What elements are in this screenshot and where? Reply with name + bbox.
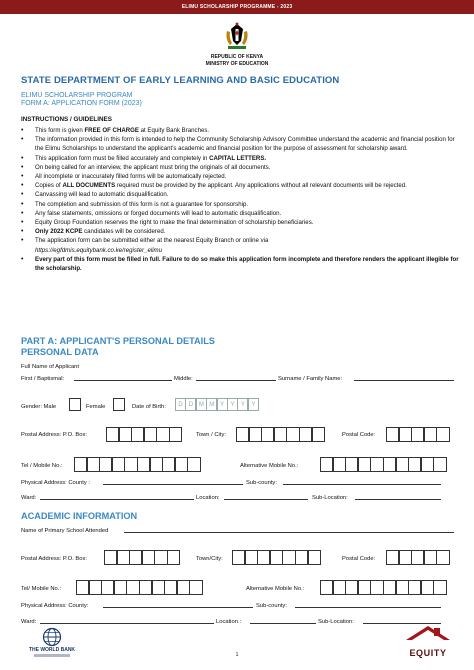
input-box-cell[interactable]: [333, 457, 346, 472]
school-po-box-boxes[interactable]: [104, 550, 180, 565]
input-box-cell[interactable]: [131, 427, 144, 442]
school-alt-mobile-boxes[interactable]: [320, 580, 446, 595]
school-physical-label: Physical Address: County:: [21, 603, 89, 609]
school-field[interactable]: [124, 532, 454, 533]
po-box-boxes[interactable]: [106, 427, 182, 442]
male-checkbox[interactable]: [69, 398, 81, 411]
dob-cell[interactable]: Y: [248, 398, 259, 411]
instruction-item: • This form is given FREE OF CHARGE at Equity Bank Branches.: [21, 126, 461, 135]
school-location-label: Location :: [216, 619, 242, 625]
department-title: STATE DEPARTMENT OF EARLY LEARNING AND BASIC EDUCATION: [21, 75, 340, 86]
input-box-cell[interactable]: [370, 580, 383, 595]
input-box-cell[interactable]: [421, 580, 434, 595]
subcounty-field[interactable]: [283, 484, 441, 485]
dob-cell[interactable]: M: [206, 398, 217, 411]
part-a-title: PART A: APPLICANT'S PERSONAL DETAILS: [21, 336, 215, 346]
input-box-cell[interactable]: [87, 457, 100, 472]
input-box-cell[interactable]: [396, 457, 409, 472]
ward-field[interactable]: [40, 499, 194, 500]
input-box-cell[interactable]: [370, 457, 383, 472]
school-sublocation-label: Sub-Location:: [318, 619, 354, 625]
postal-address-label: Postal Address: P.O. Box:: [21, 432, 87, 438]
instruction-item: • Any false statements, omissions or forged documents will lead to automatic disqualification.: [21, 209, 461, 218]
school-label: Name of Primary School Attended: [21, 528, 109, 534]
equity-roof-icon: [404, 624, 452, 646]
school-tel-boxes[interactable]: [76, 580, 202, 595]
county-field[interactable]: [103, 484, 243, 485]
input-box-cell[interactable]: [386, 550, 399, 565]
input-box-cell[interactable]: [119, 427, 132, 442]
input-box-cell[interactable]: [345, 580, 358, 595]
input-box-cell[interactable]: [232, 550, 245, 565]
instruction-item: • Every part of this form must be filled in full. Failure to do so make this application form incomplete and therefore renders the applicant illegible for the scholarship.: [21, 255, 461, 273]
input-box-cell[interactable]: [408, 457, 421, 472]
dob-cell[interactable]: Y: [217, 398, 228, 411]
input-box-cell[interactable]: [383, 457, 396, 472]
tel-boxes[interactable]: [74, 457, 200, 472]
input-box-cell[interactable]: [286, 427, 299, 442]
instruction-item: • The information provided in this form is intended to help the Community Scholarship Advisory Committee understand the academic and financial position for the Elimu Scholarships to understand the applicant's academic and financial position for the purpose of assessment for scholarship award.: [21, 135, 461, 153]
instruction-item: • Canvassing will lead to automatic disqualification.: [21, 190, 461, 199]
input-box-cell[interactable]: [308, 550, 321, 565]
sublocation-field[interactable]: [355, 499, 441, 500]
ministry-label: MINISTRY OF EDUCATION: [205, 60, 269, 67]
input-box-cell[interactable]: [383, 580, 396, 595]
input-box-cell[interactable]: [117, 550, 130, 565]
input-box-cell[interactable]: [424, 427, 437, 442]
input-box-cell[interactable]: [124, 457, 137, 472]
middle-name-label: Middle:: [174, 376, 193, 382]
input-box-cell[interactable]: [399, 550, 412, 565]
input-box-cell[interactable]: [436, 550, 449, 565]
town-boxes[interactable]: [236, 427, 324, 442]
registration-link[interactable]: https://egfdmis.equitybank.co.ke/register_elimu: [35, 246, 163, 254]
input-box-cell[interactable]: [320, 580, 333, 595]
input-box-cell[interactable]: [187, 457, 200, 472]
input-box-cell[interactable]: [101, 580, 114, 595]
input-box-cell[interactable]: [167, 550, 180, 565]
input-box-cell[interactable]: [274, 427, 287, 442]
surname-label: Surname / Family Name:: [278, 376, 343, 382]
tel-label: Tel / Mobile No.:: [21, 463, 63, 469]
top-banner: ELIMU SCHOLARSHIP PROGRAMME - 2023: [0, 0, 474, 14]
input-box-cell[interactable]: [345, 457, 358, 472]
alt-mobile-label: Alternative Mobile No.:: [240, 463, 299, 469]
school-ward-field[interactable]: [40, 623, 214, 624]
input-box-cell[interactable]: [421, 457, 434, 472]
input-box-cell[interactable]: [236, 427, 249, 442]
input-box-cell[interactable]: [137, 457, 150, 472]
input-box-cell[interactable]: [144, 427, 157, 442]
input-box-cell[interactable]: [142, 550, 155, 565]
equity-label: EQUITY: [409, 648, 447, 658]
input-box-cell[interactable]: [126, 580, 139, 595]
instruction-item: • On being called for an interview, the applicant must bring the originals of all documents.: [21, 163, 461, 172]
dob-cell[interactable]: D: [175, 398, 186, 411]
input-box-cell[interactable]: [424, 550, 437, 565]
school-county-field[interactable]: [103, 607, 253, 608]
school-town-boxes[interactable]: [232, 550, 320, 565]
instructions-list: [21, 126, 461, 273]
ward-label: Ward:: [21, 495, 37, 501]
physical-address-label: Physical Address: County :: [21, 480, 90, 486]
dob-label: Date of Birth:: [132, 404, 166, 410]
input-box-cell[interactable]: [312, 427, 325, 442]
part-a-heading: [21, 336, 215, 358]
input-box-cell[interactable]: [169, 427, 182, 442]
input-box-cell[interactable]: [358, 457, 371, 472]
female-label: Female: [86, 404, 106, 410]
middle-name-field[interactable]: [196, 380, 276, 381]
input-box-cell[interactable]: [433, 457, 446, 472]
instruction-item: • The completion and submission of this form is not a guarantee for sponsorship.: [21, 200, 461, 209]
school-subcounty-label: Sub-county:: [256, 603, 287, 609]
input-box-cell[interactable]: [129, 550, 142, 565]
sublocation-label: Sub-Location:: [312, 495, 348, 501]
input-box-cell[interactable]: [150, 457, 163, 472]
input-box-cell[interactable]: [270, 550, 283, 565]
input-box-cell[interactable]: [261, 427, 274, 442]
input-box-cell[interactable]: [112, 457, 125, 472]
dob-cell[interactable]: M: [196, 398, 207, 411]
school-tel-label: Tel/ Mobile No.:: [21, 586, 61, 592]
dob-cell[interactable]: D: [185, 398, 196, 411]
first-name-label: First / Baptismal:: [21, 376, 65, 382]
school-postal-code-boxes[interactable]: [386, 550, 449, 565]
gender-male-label: Gender: Male: [21, 404, 57, 410]
instruction-item: • This application form must be filled accurately and completely in CAPITAL LETTERS.: [21, 154, 461, 163]
input-box-cell[interactable]: [106, 427, 119, 442]
equity-logo: [404, 624, 452, 658]
female-checkbox[interactable]: [113, 398, 125, 411]
instruction-item: • Copies of ALL DOCUMENTS required must be provided by the applicant. Any applications without all relevant documents will be rejected.: [21, 181, 461, 190]
kenya-coat-of-arms-icon: [222, 21, 252, 51]
input-box-cell[interactable]: [295, 550, 308, 565]
program-title: ELIMU SCHOLARSHIP PROGRAM: [21, 92, 133, 99]
dob-field[interactable]: [175, 398, 258, 411]
full-name-label: Full Name of Applicant: [21, 364, 79, 370]
input-box-cell[interactable]: [189, 580, 202, 595]
dob-cell[interactable]: Y: [227, 398, 238, 411]
input-box-cell[interactable]: [436, 427, 449, 442]
school-town-label: Town/City:: [196, 556, 223, 562]
input-box-cell[interactable]: [333, 580, 346, 595]
form-title: FORM A: APPLICATION FORM (2023): [21, 100, 142, 107]
input-box-cell[interactable]: [76, 580, 89, 595]
input-box-cell[interactable]: [320, 457, 333, 472]
input-box-cell[interactable]: [164, 580, 177, 595]
input-box-cell[interactable]: [245, 550, 258, 565]
personal-data-title: PERSONAL DATA: [21, 347, 99, 357]
input-box-cell[interactable]: [74, 457, 87, 472]
input-box-cell[interactable]: [89, 580, 102, 595]
input-box-cell[interactable]: [114, 580, 127, 595]
input-box-cell[interactable]: [175, 457, 188, 472]
input-box-cell[interactable]: [257, 550, 270, 565]
first-name-field[interactable]: [74, 380, 172, 381]
input-box-cell[interactable]: [386, 427, 399, 442]
alt-mobile-boxes[interactable]: [320, 457, 446, 472]
page-number: 1: [235, 652, 239, 658]
globe-icon: [42, 627, 62, 647]
location-label: Location:: [196, 495, 220, 501]
instruction-item: • The application form can be submitted either at the nearest Equity Branch or online via https://egfdmis.equitybank.co.ke/register_elimu: [21, 236, 461, 254]
republic-label: REPUBLIC OF KENYA: [210, 54, 264, 60]
instruction-item: • All incomplete or inaccurately filled forms will be automatically rejected.: [21, 172, 461, 181]
input-box-cell[interactable]: [104, 550, 117, 565]
input-box-cell[interactable]: [139, 580, 152, 595]
school-location-field[interactable]: [250, 623, 316, 624]
input-box-cell[interactable]: [282, 550, 295, 565]
surname-field[interactable]: [354, 380, 454, 381]
input-box-cell[interactable]: [411, 427, 424, 442]
instruction-item: • Only 2022 KCPE candidates will be considered.: [21, 227, 461, 236]
input-box-cell[interactable]: [408, 580, 421, 595]
input-box-cell[interactable]: [156, 427, 169, 442]
input-box-cell[interactable]: [411, 550, 424, 565]
dob-cell[interactable]: Y: [237, 398, 248, 411]
program-block: [21, 92, 142, 108]
world-bank-label: THE WORLD BANK: [28, 647, 76, 653]
subcounty-label: Sub-county:: [246, 480, 277, 486]
location-field[interactable]: [224, 499, 308, 500]
postal-code-label: Postal Code:: [342, 432, 376, 438]
instruction-item: • Equity Group Foundation reserves the right to make the final determination of scholarship beneficiaries.: [21, 218, 461, 227]
input-box-cell[interactable]: [154, 550, 167, 565]
input-box-cell[interactable]: [177, 580, 190, 595]
input-box-cell[interactable]: [433, 580, 446, 595]
academic-heading: ACADEMIC INFORMATION: [21, 511, 138, 521]
input-box-cell[interactable]: [162, 457, 175, 472]
postal-code-boxes[interactable]: [386, 427, 449, 442]
instructions-heading: INSTRUCTIONS / GUIDELINES: [21, 116, 112, 123]
school-postal-label: Postal Address: P.O. Box:: [21, 556, 87, 562]
input-box-cell[interactable]: [299, 427, 312, 442]
republic-heading: [0, 54, 474, 67]
input-box-cell[interactable]: [358, 580, 371, 595]
school-ward-label: Ward:: [21, 619, 37, 625]
school-postal-code-label: Postal Code:: [342, 556, 376, 562]
input-box-cell[interactable]: [249, 427, 262, 442]
input-box-cell[interactable]: [396, 580, 409, 595]
input-box-cell[interactable]: [152, 580, 165, 595]
input-box-cell[interactable]: [399, 427, 412, 442]
town-label: Town / City:: [196, 432, 226, 438]
input-box-cell[interactable]: [99, 457, 112, 472]
school-subcounty-field[interactable]: [295, 607, 441, 608]
school-alt-mobile-label: Alternative Mobile No.:: [246, 586, 305, 592]
